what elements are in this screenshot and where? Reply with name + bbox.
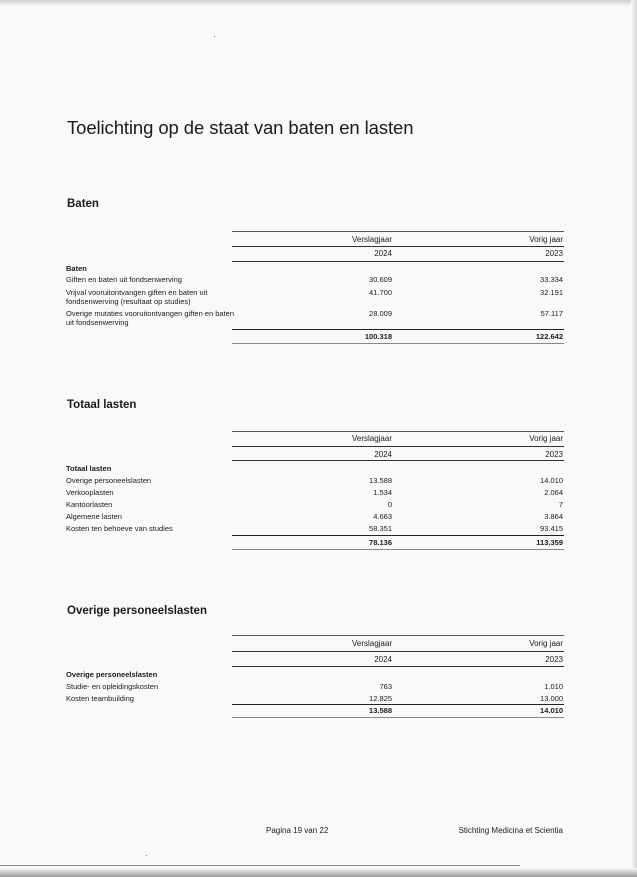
row-label: Overige mutaties vooruitontvangen giften en baten uit fondsenwerving: [66, 309, 235, 327]
row-label: Kosten ten behoeve van studies: [66, 524, 173, 533]
row-previous: 33.334: [540, 275, 563, 284]
row-previous: 93.415: [540, 524, 563, 533]
total-rule: [232, 717, 564, 718]
row-current: 13.588: [369, 476, 392, 485]
col-previous-label: Vorig jaar: [529, 639, 563, 648]
row-label: Overige personeelslasten: [66, 476, 152, 485]
row-previous: 14.010: [540, 476, 563, 485]
col-previous-year: 2023: [545, 450, 563, 459]
header-rule: [232, 446, 564, 447]
total-previous: 113.359: [536, 538, 563, 547]
group-head: Overige personeelslasten: [66, 670, 158, 679]
header-rule: [232, 231, 564, 232]
row-previous: 2.064: [544, 488, 563, 497]
row-label: Algemene lasten: [66, 512, 122, 521]
scan-edge-bottom: [0, 868, 637, 877]
scan-edge-right: [631, 0, 637, 877]
header-rule: [232, 651, 564, 652]
col-current-year: 2024: [374, 249, 392, 258]
row-previous: 32.191: [540, 288, 563, 297]
total-rule: [232, 549, 564, 550]
total-rule: [232, 535, 564, 536]
header-rule: [232, 261, 564, 262]
total-current: 13.588: [369, 706, 392, 715]
header-rule: [232, 460, 564, 461]
footer-organization: Stichting Medicina et Scientia: [458, 826, 563, 835]
total-current: 100.318: [364, 332, 392, 341]
row-label: Verkooplasten: [66, 488, 114, 497]
row-label: Kantoorlasten: [66, 500, 113, 509]
total-current: 78.136: [369, 538, 392, 547]
total-rule: [232, 704, 564, 705]
page-title: Toelichting op de staat van baten en lasten: [67, 117, 414, 138]
row-current: 1.534: [373, 488, 392, 497]
header-rule: [232, 666, 564, 667]
scan-speck: [214, 36, 215, 37]
total-rule: [232, 343, 564, 344]
row-label: Studie- en opleidingskosten: [66, 682, 159, 691]
row-current: 30.609: [369, 275, 392, 284]
row-current: 12.825: [369, 694, 392, 703]
col-previous-label: Vorig jaar: [529, 434, 563, 443]
col-current-label: Verslagjaar: [351, 235, 392, 244]
group-head: Baten: [66, 264, 87, 273]
total-previous: 122.642: [535, 332, 563, 341]
header-rule: [232, 431, 564, 432]
row-current: 4.663: [373, 512, 392, 521]
row-previous: 57.117: [540, 309, 563, 318]
scan-artifact-line: [0, 865, 520, 866]
row-previous: 7: [558, 500, 563, 509]
row-current: 58.351: [369, 524, 392, 533]
col-previous-label: Vorig jaar: [529, 235, 563, 244]
row-label: Kosten teambuilding: [66, 694, 134, 703]
total-rule: [232, 329, 564, 330]
col-current-label: Verslagjaar: [351, 434, 392, 443]
row-previous: 13.000: [540, 694, 563, 703]
col-current-year: 2024: [374, 655, 392, 664]
row-previous: 1.010: [544, 682, 563, 691]
total-previous: 14.010: [540, 706, 563, 715]
col-previous-year: 2023: [545, 655, 563, 664]
group-head: Totaal lasten: [66, 464, 112, 473]
row-current: 41.700: [369, 288, 392, 297]
col-current-label: Verslagjaar: [351, 639, 392, 648]
section-title: Overige personeelslasten: [67, 605, 207, 617]
row-current: 0: [387, 500, 392, 509]
row-label: Giften en baten uit fondsenwerving: [66, 275, 182, 284]
scan-speck: [146, 855, 147, 856]
section-title: Baten: [67, 198, 99, 210]
scan-edge-top: [0, 0, 637, 6]
col-current-year: 2024: [374, 450, 392, 459]
row-current: 28.009: [369, 309, 392, 318]
row-previous: 3.864: [544, 512, 563, 521]
row-current: 763: [379, 682, 392, 691]
section-title: Totaal lasten: [67, 399, 137, 411]
row-label: Vrijval vooruitontvangen giften en baten uit fondsenwerving (resultaat op studies): [66, 288, 208, 306]
footer-page-number: Pagina 19 van 22: [266, 826, 329, 835]
header-rule: [232, 635, 564, 636]
header-rule: [232, 246, 564, 247]
col-previous-year: 2023: [545, 249, 563, 258]
